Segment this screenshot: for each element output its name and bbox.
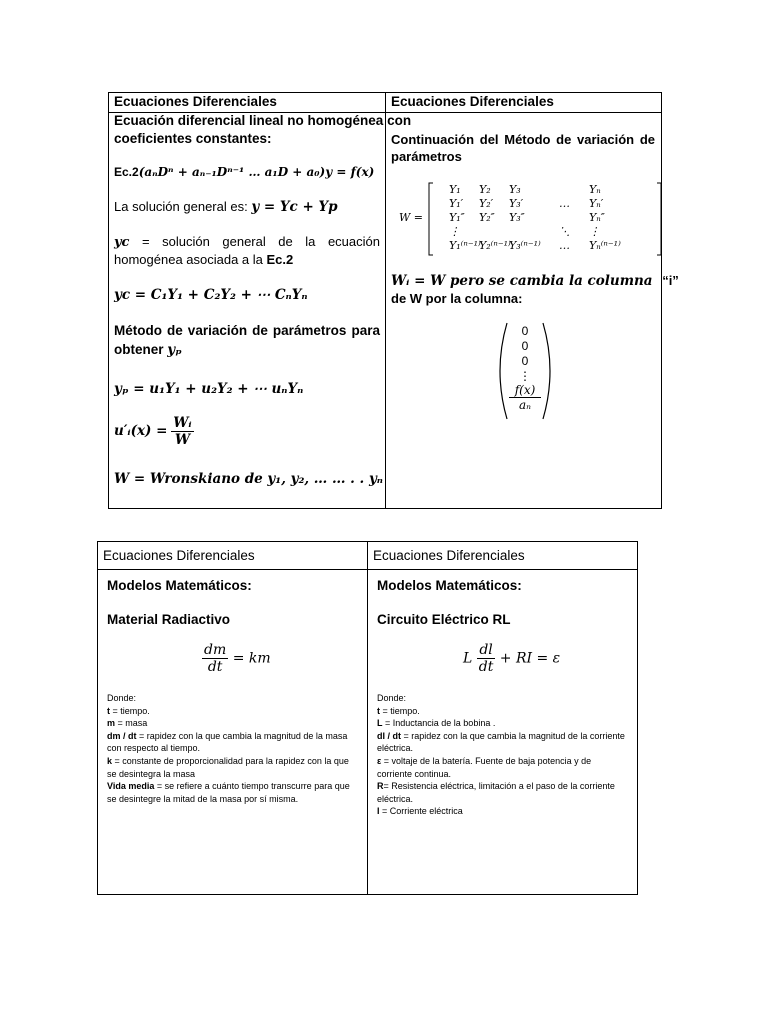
table-2: [97, 541, 638, 895]
left-definition-list: [107, 705, 350, 806]
table-1: [108, 92, 679, 509]
definition-line: [107, 730, 350, 743]
definition-line: [377, 805, 625, 818]
ui-lhs: u′ᵢ(x) =: [114, 423, 168, 440]
matrix-cell: Y₂: [479, 183, 491, 196]
column-denominator: aₙ: [518, 398, 532, 412]
matrix-cell: Y₂⁽ⁿ⁻¹⁾: [479, 239, 511, 252]
definition-text: corriente continua.: [377, 768, 452, 779]
definition-text: = rapidez con la que cambia la magnitud de la corriente: [401, 730, 625, 741]
wi-quote: “i”: [662, 273, 679, 288]
definition-text: = tiempo.: [380, 705, 420, 716]
left-paren: [500, 323, 507, 419]
definition-line: [377, 742, 625, 755]
matrix-cell: Y₃⁽ⁿ⁻¹⁾: [509, 239, 541, 252]
method-title: [114, 321, 380, 360]
definition-text: = se refiere a cuánto tiempo transcurre para que: [154, 781, 350, 792]
matrix-cell: ⋱: [559, 225, 570, 238]
ui-numerator: Wᵢ: [173, 415, 192, 431]
matrix-cell: Y₂″: [479, 211, 495, 224]
yp-equation: yₚ = u₁Y₁ + u₂Y₂ + ⋯ uₙYₙ: [114, 381, 304, 397]
matrix-cell: Y₃′: [509, 197, 524, 210]
wronskian-definition: W = Wronskiano de y₁, y₂, … … . . yₙ: [114, 471, 383, 487]
matrix-cell: ⋮: [449, 225, 460, 238]
right-donde: Donde:: [377, 693, 407, 703]
column-divider: [367, 542, 368, 894]
yc-equation: yc = C₁Y₁ + C₂Y₂ + ⋯ CₙYₙ: [114, 287, 308, 303]
matrix-cell: Y₁⁽ⁿ⁻¹⁾: [449, 239, 481, 252]
matrix-cell: Y₃: [509, 183, 521, 196]
matrix-cell: Y₁′: [449, 197, 464, 210]
rl-denominator: dt: [478, 659, 494, 675]
general-solution-row: [114, 199, 338, 215]
matrix-cell: Y₁: [449, 183, 461, 196]
definition-text: con respecto al tiempo.: [107, 743, 201, 754]
definition-line: [377, 717, 625, 730]
definition-text: = Corriente eléctrica: [379, 806, 463, 817]
decay-denominator: dt: [207, 659, 223, 675]
rl-L: L: [463, 650, 473, 667]
matrix-cell: Yₙ′: [589, 197, 604, 210]
definition-text: eléctrica.: [377, 793, 414, 804]
definition-text: = masa: [115, 718, 148, 729]
table1-right-header: Ecuaciones Diferenciales: [386, 93, 661, 113]
column-entry: 0: [521, 354, 529, 368]
definition-text: eléctrica.: [377, 743, 414, 754]
matrix-cell: Y₁″: [449, 211, 465, 224]
definition-term: t: [107, 705, 110, 716]
definition-line: [377, 793, 625, 806]
column-numerator: f(x): [509, 383, 541, 398]
continuation-title: Continuación del Método de variación de parámetros: [391, 132, 655, 164]
wi-definition-row: [391, 273, 679, 289]
definition-term: I: [377, 806, 380, 817]
method-text: Método de variación de parámetros para obtener: [114, 323, 380, 357]
yc-definition-text: = solución general de la ecuación homogénea asociada a la: [114, 234, 380, 267]
ui-fraction: [171, 415, 193, 448]
definition-term: dI / dt: [377, 730, 401, 741]
matrix-cell: Yₙ″: [589, 211, 605, 224]
column-entry: 0: [521, 339, 529, 353]
definition-text: = Inductancia de la bobina .: [382, 718, 496, 729]
definition-line: [107, 755, 350, 768]
definition-text: se desintegra la masa: [107, 768, 196, 779]
general-solution-text: La solución general es:: [114, 199, 248, 214]
left-bracket: [429, 183, 433, 255]
matrix-cell: ⋮: [589, 225, 600, 238]
definition-term: L: [377, 718, 383, 729]
definition-term: dm / dt: [107, 730, 137, 741]
definition-line: [107, 717, 350, 730]
matrix-cell: …: [559, 239, 570, 252]
definition-line: [377, 755, 625, 768]
definition-line: [107, 742, 350, 755]
column-fraction: [509, 383, 541, 412]
definition-text: = Resistencia eléctrica, limitación a el paso de la corriente: [383, 781, 615, 792]
definition-text: = voltaje de la batería. Fuente de baja potencia y de: [381, 755, 592, 766]
left-definitions: [107, 692, 350, 805]
definition-line: [107, 780, 350, 793]
matrix-cell: Yₙ⁽ⁿ⁻¹⁾: [589, 239, 621, 252]
table1-left-header: Ecuaciones Diferenciales: [109, 93, 386, 113]
decay-equation: [202, 642, 271, 675]
left-model-title: Material Radiactivo: [107, 612, 231, 627]
definition-term: ε: [377, 755, 382, 766]
decay-rest: = km: [232, 650, 271, 667]
yc-reference: Ec.2: [266, 252, 294, 267]
right-section-title: Modelos Matemáticos:: [377, 578, 522, 593]
ui-denominator: W: [174, 432, 190, 448]
definition-line: [377, 780, 625, 793]
definition-line: [377, 768, 625, 781]
definition-term: R: [377, 781, 384, 792]
nonhomogeneous-title-line2: coeficientes constantes:: [114, 131, 272, 146]
column-divider: [385, 93, 386, 508]
definition-line: [107, 768, 350, 781]
nonhomogeneous-title-line1: Ecuación diferencial lineal no homogénea con: [114, 113, 412, 128]
definition-term: m: [107, 718, 116, 729]
definition-text: = constante de proporcionalidad para la rapidez con la que: [112, 755, 349, 766]
rl-numerator: dl: [477, 642, 496, 659]
right-definition-list: [377, 705, 625, 818]
general-solution-equation: y = Yc + Yp: [251, 199, 338, 215]
ui-equation-row: [114, 415, 194, 448]
w-label: W =: [399, 211, 424, 224]
left-section-title: Modelos Matemáticos:: [107, 578, 252, 593]
ec2-equation: (aₙDⁿ + aₙ₋₁Dⁿ⁻¹ … a₁D + a₀)y = f(x): [138, 165, 375, 179]
definition-text: = tiempo.: [110, 705, 150, 716]
left-donde: Donde:: [107, 693, 137, 703]
definition-line: [107, 793, 350, 806]
table2-left-header: Ecuaciones Diferenciales: [98, 542, 368, 570]
wi-definition-rest: de W por la columna:: [391, 291, 523, 306]
definition-text: = rapidez con la que cambia la magnitud de la masa: [136, 730, 348, 741]
wi-equation: Wᵢ = W pero se cambia la columna: [391, 273, 653, 289]
definition-line: [377, 705, 625, 718]
matrix-cell: …: [559, 197, 570, 210]
ec2-label: Ec.2: [114, 165, 139, 179]
yc-symbol: yc: [114, 235, 130, 250]
matrix-cell: Y₂′: [479, 197, 494, 210]
decay-numerator: dm: [204, 642, 227, 658]
yc-definition: [114, 233, 380, 268]
definition-term: t: [377, 705, 380, 716]
column-entry: 0: [521, 324, 529, 338]
definition-term: k: [107, 755, 113, 766]
matrix-cell: Yₙ: [589, 183, 601, 196]
rl-rest: + RI = ε: [499, 650, 561, 667]
definition-line: [377, 730, 625, 743]
ec2-equation-row: [114, 165, 374, 179]
rl-equation: [463, 642, 560, 675]
right-bracket: [657, 183, 661, 255]
right-definitions: [377, 692, 625, 818]
definition-term: Vida media: [107, 781, 155, 792]
right-paren: [543, 323, 550, 419]
definition-text: se desintegre la mitad de la masa por sí misma.: [107, 793, 299, 804]
column-entry: ⋮: [519, 369, 531, 383]
method-symbol: yₚ: [167, 342, 182, 358]
table2-right-header: Ecuaciones Diferenciales: [368, 542, 637, 570]
definition-line: [107, 705, 350, 718]
right-model-title: Circuito Eléctrico RL: [377, 612, 511, 627]
matrix-cell: Y₃″: [509, 211, 525, 224]
